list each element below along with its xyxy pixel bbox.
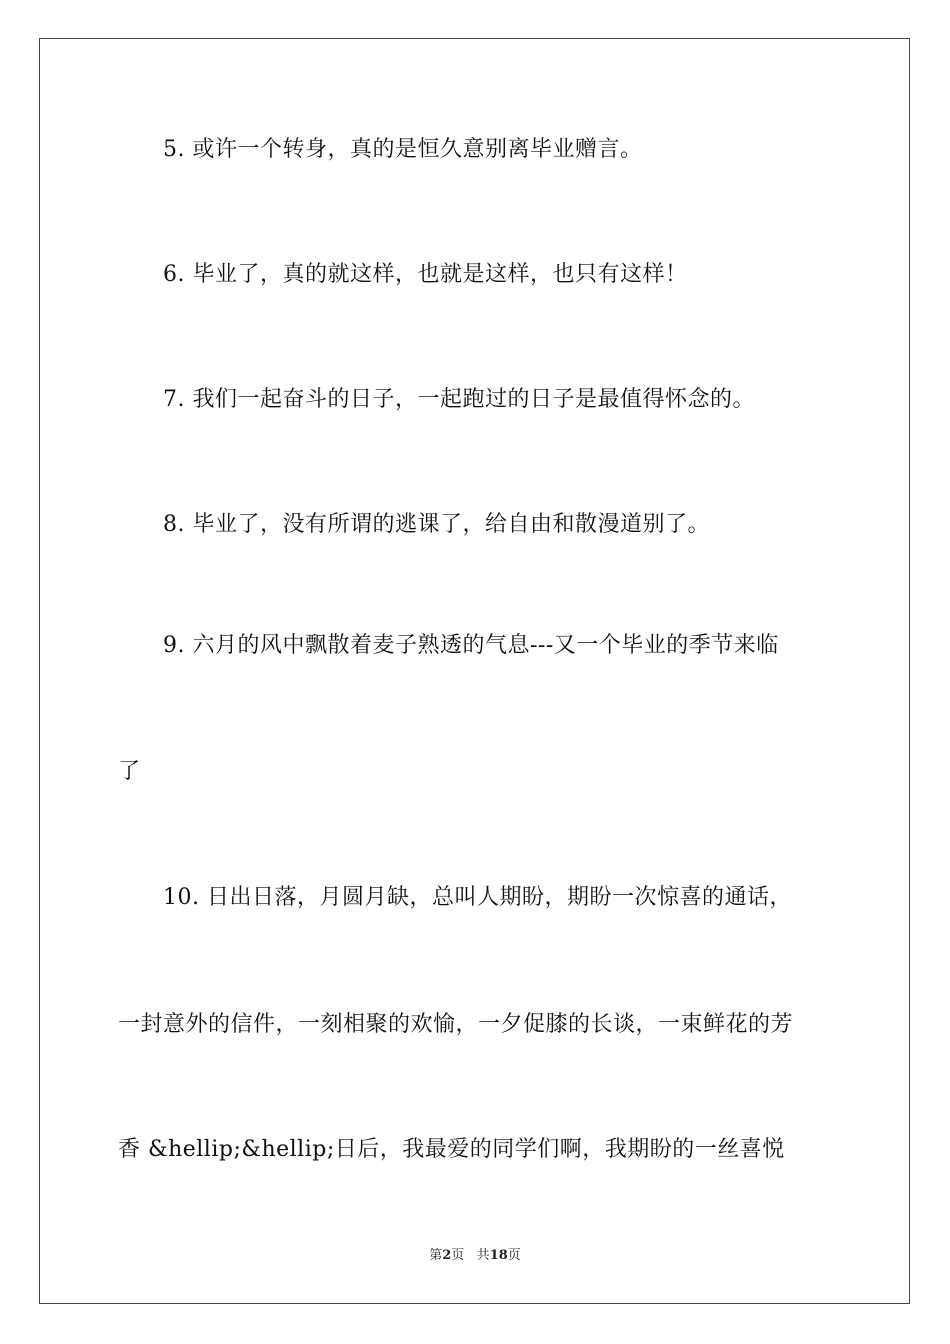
text-line: 6. 毕业了，真的就这样，也就是这样，也只有这样！ xyxy=(163,262,688,287)
page-suffix: 页 xyxy=(451,1248,465,1263)
text-line: 7. 我们一起奋斗的日子，一起跑过的日子是最值得怀念的。 xyxy=(163,387,755,412)
page-current: 2 xyxy=(442,1248,452,1263)
text-line: 9. 六月的风中飘散着麦子熟透的气息---又一个毕业的季节来临 xyxy=(163,633,779,658)
total-suffix: 页 xyxy=(507,1248,521,1263)
text-line: 一封意外的信件，一刻相聚的欢愉，一夕促膝的长谈，一束鲜花的芳 xyxy=(118,1012,794,1037)
text-line: 5. 或许一个转身，真的是恒久意别离毕业赠言。 xyxy=(163,137,643,162)
page-total: 18 xyxy=(489,1248,508,1263)
page-prefix: 第 xyxy=(429,1248,443,1263)
text-line: 香 &hellip;&hellip;日后，我最爱的同学们啊，我期盼的一丝喜悦 xyxy=(118,1137,785,1162)
page-footer xyxy=(0,1247,950,1265)
text-line: 了 xyxy=(118,759,141,784)
total-prefix: 共 xyxy=(476,1248,490,1263)
text-line: 8. 毕业了，没有所谓的逃课了，给自由和散漫道别了。 xyxy=(163,512,710,537)
text-line: 10. 日出日落，月圆月缺，总叫人期盼，期盼一次惊喜的通话， xyxy=(163,885,792,910)
page-border xyxy=(39,38,910,1304)
